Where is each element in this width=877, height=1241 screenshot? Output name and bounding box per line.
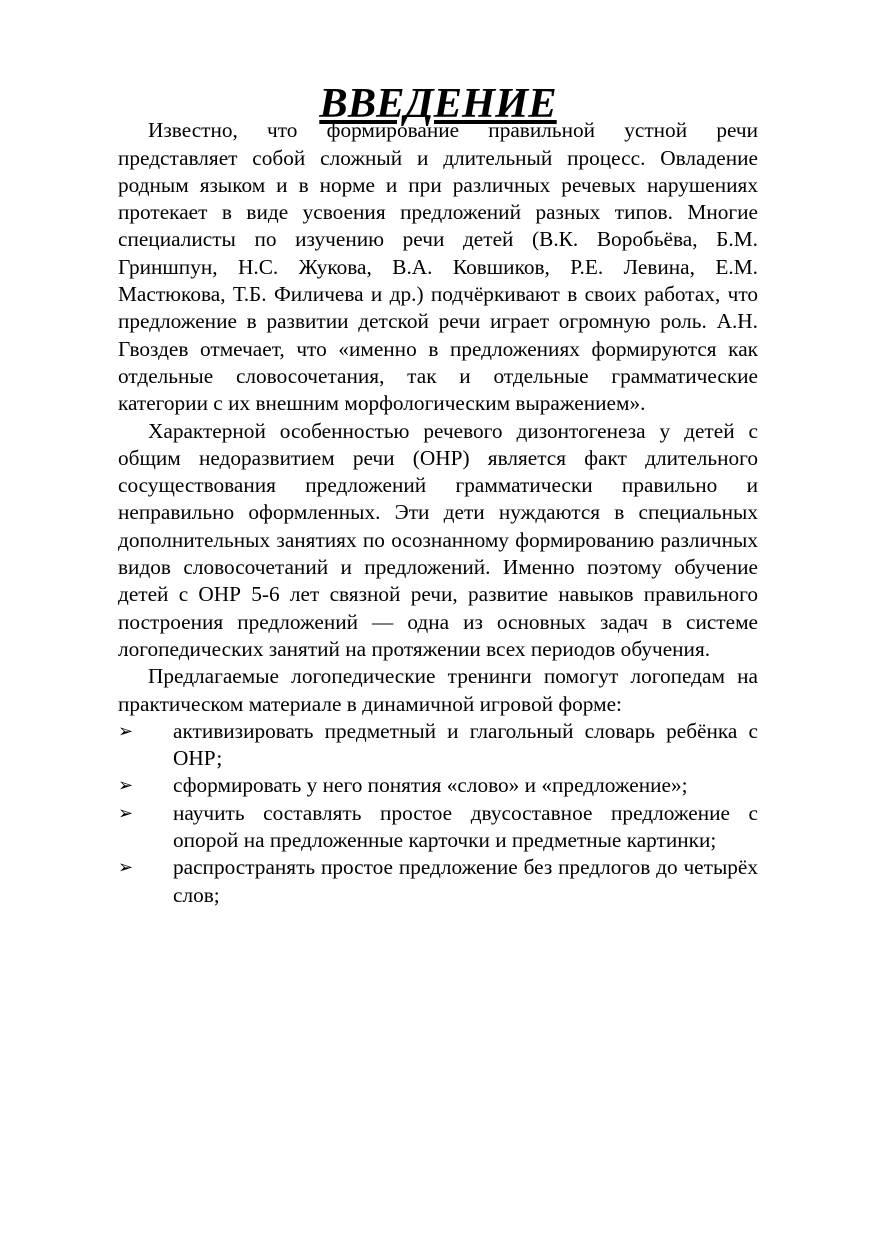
list-item-text: сформировать у него понятия «слово» и «предложение»;: [173, 773, 688, 798]
document-page: [118, 80, 758, 909]
bullet-list: [118, 718, 758, 909]
list-item: [118, 718, 758, 773]
list-item: [118, 800, 758, 855]
arrow-bullet-icon: ➢: [118, 802, 134, 824]
list-item-text: распространять простое предложение без предлогов до четырёх слов;: [173, 855, 758, 907]
list-item-text: научить составлять простое двусоставное предложение с опорой на предложенные карточки и предметные картинки;: [173, 800, 758, 853]
page-title: ВВЕДЕНИЕ: [319, 80, 557, 127]
paragraph-1: Известно, что формирование правильной устной речи представляет собой сложный и длительный процесс. Овладение родным языком и в норме и при различных речевых нарушениях протекает в виде усвоения предложений разных типов. Многие специалисты по изучению речи детей (В.К. Воробьёва, Б.М. Гриншпун, Н.С. Жукова, В.А. Ковшиков, Р.Е. Левина, Е.М. Мастюкова, Т.Б. Филичева и др.) подчёркивают в своих работах, что предложение в развитии детской речи играет огромную роль. А.Н. Гвоздев отмечает, что «именно в предложениях формируются как отдельные словосочетания, так и отдельные грамматические категории с их внешним морфологическим выражением».: [118, 118, 758, 416]
list-intro: Предлагаемые логопедические тренинги помогут логопедам на практическом материале в динамичной игровой форме:: [118, 664, 758, 716]
arrow-bullet-icon: ➢: [118, 720, 134, 742]
arrow-bullet-icon: ➢: [118, 775, 134, 797]
list-item: [118, 854, 758, 909]
arrow-bullet-icon: ➢: [118, 857, 134, 879]
paragraph-2: Характерной особенностью речевого дизонтогенеза у детей с общим недоразвитием речи (ОНР) является факт длительного сосуществования предложений грамматически правильно и неправильно оформленных. Эти дети нуждаются в специальных дополнительных занятиях по осознанному формированию различных видов словосочетаний и предложений. Именно поэтому обучение детей с ОНР 5-6 лет связной речи, развитие навыков правильного построения предложений — одна из основных задач в системе логопедических занятий на протяжении всех периодов обучения.: [118, 418, 758, 661]
list-item: [118, 772, 758, 799]
list-item-text: активизировать предметный и глагольный словарь ребёнка с ОНР;: [173, 718, 758, 771]
